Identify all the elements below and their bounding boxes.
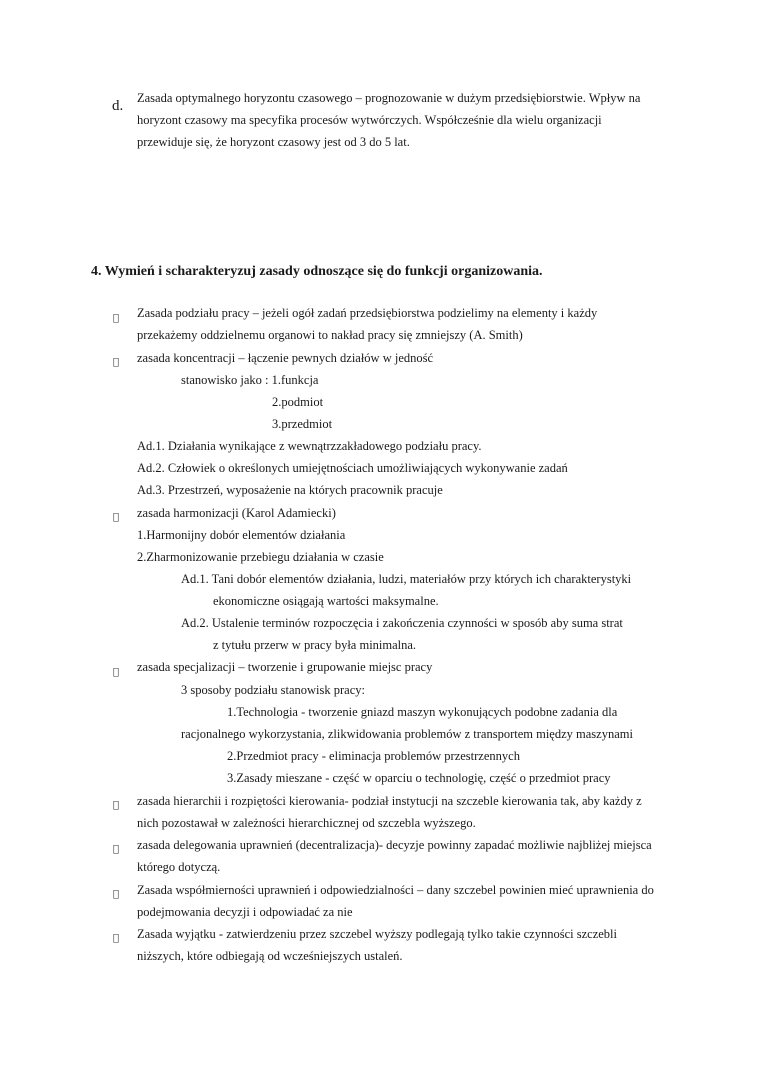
list-item-line: 2.Przedmiot pracy - eliminacja problemów przestrzennych <box>227 749 520 763</box>
list-item-line: Ad.2. Ustalenie terminów rozpoczęcia i zakończenia czynności w sposób aby suma strat <box>181 616 623 630</box>
list-item-line: 3.Zasady mieszane - część w oparciu o technologię, część o przedmiot pracy <box>227 771 611 785</box>
list-item-line: z tytułu przerw w pracy była minimalna. <box>213 638 417 652</box>
list-item-line: 3.przedmiot <box>272 417 333 431</box>
list-item-line: zasada harmonizacji (Karol Adamiecki) <box>137 506 336 520</box>
list-item-line: Zasada współmierności uprawnień i odpowiedzialności – dany szczebel powinien mieć uprawnienia do <box>137 883 654 897</box>
bullet-icon <box>113 889 119 901</box>
section-d-line: Zasada optymalnego horyzontu czasowego – prognozowanie w dużym przedsiębiorstwie. Wpływ na <box>137 91 641 105</box>
list-item-line: 2.Zharmonizowanie przebiegu działania w czasie <box>137 550 384 564</box>
bullet-icon <box>113 313 119 325</box>
list-item-line: Ad.1. Tani dobór elementów działania, ludzi, materiałów przy których ich charakterystyki <box>181 572 632 586</box>
list-item-line: przekażemy oddzielnemu organowi to nakład pracy się zmniejszy (A. Smith) <box>137 328 523 342</box>
list-item-line: którego dotyczą. <box>137 860 221 874</box>
list-item-line: Zasada podziału pracy – jeżeli ogół zadań przedsiębiorstwa podzielimy na elementy i każdy <box>137 306 598 320</box>
list-item-line: zasada delegowania uprawnień (decentralizacja)- decyzje powinny zapadać możliwie najbliżej miejsca <box>137 838 652 852</box>
bullet-icon <box>113 800 119 812</box>
bullet-icon <box>113 357 119 369</box>
list-item-line: 1.Harmonijny dobór elementów działania <box>137 528 346 542</box>
list-item-line: stanowisko jako : 1.funkcja <box>181 373 319 387</box>
list-item-line: Ad.2. Człowiek o określonych umiejętnościach umożliwiających wykonywanie zadań <box>137 461 568 475</box>
list-item-line: podejmowania decyzji i odpowiadać za nie <box>137 905 353 919</box>
bullet-icon <box>113 844 119 856</box>
list-marker-d: d. <box>112 98 124 114</box>
list-item-line: Zasada wyjątku - zatwierdzeniu przez szczebel wyższy podlegają tylko takie czynności szczebli <box>137 927 617 941</box>
list-item-line: niższych, które odbiegają od wcześniejszych ustaleń. <box>137 949 403 963</box>
list-item-line: Ad.1. Działania wynikające z wewnątrzzakładowego podziału pracy. <box>137 439 482 453</box>
bullet-icon <box>113 667 119 679</box>
bullet-icon <box>113 512 119 524</box>
list-item-line: 3 sposoby podziału stanowisk pracy: <box>181 683 366 697</box>
list-item-line: racjonalnego wykorzystania, zlikwidowania problemów z transportem między maszynami <box>181 727 633 741</box>
section-heading: 4. Wymień i scharakteryzuj zasady odnoszące się do funkcji organizowania. <box>91 264 543 279</box>
list-item-line: 1.Technologia - tworzenie gniazd maszyn wykonujących podobne zadania dla <box>227 705 618 719</box>
section-d-line: przewiduje się, że horyzont czasowy jest od 3 do 5 lat. <box>137 135 410 149</box>
list-item-line: nich pozostawał w zależności hierarchicznej od szczebla wyższego. <box>137 816 476 830</box>
list-item-line: 2.podmiot <box>272 395 324 409</box>
list-item-line: zasada hierarchii i rozpiętości kierowania- podział instytucji na szczeble kierowania tak, aby każdy z <box>137 794 642 808</box>
section-d-line: horyzont czasowy ma specyfika procesów wytwórczych. Współcześnie dla wielu organizacji <box>137 113 602 127</box>
bullet-icon <box>113 933 119 945</box>
list-item-line: zasada specjalizacji – tworzenie i grupowanie miejsc pracy <box>137 660 433 674</box>
list-item-line: zasada koncentracji – łączenie pewnych działów w jedność <box>137 351 434 365</box>
list-item-line: ekonomiczne osiągają wartości maksymalne. <box>213 594 439 608</box>
list-item-line: Ad.3. Przestrzeń, wyposażenie na których pracownik pracuje <box>137 483 443 497</box>
